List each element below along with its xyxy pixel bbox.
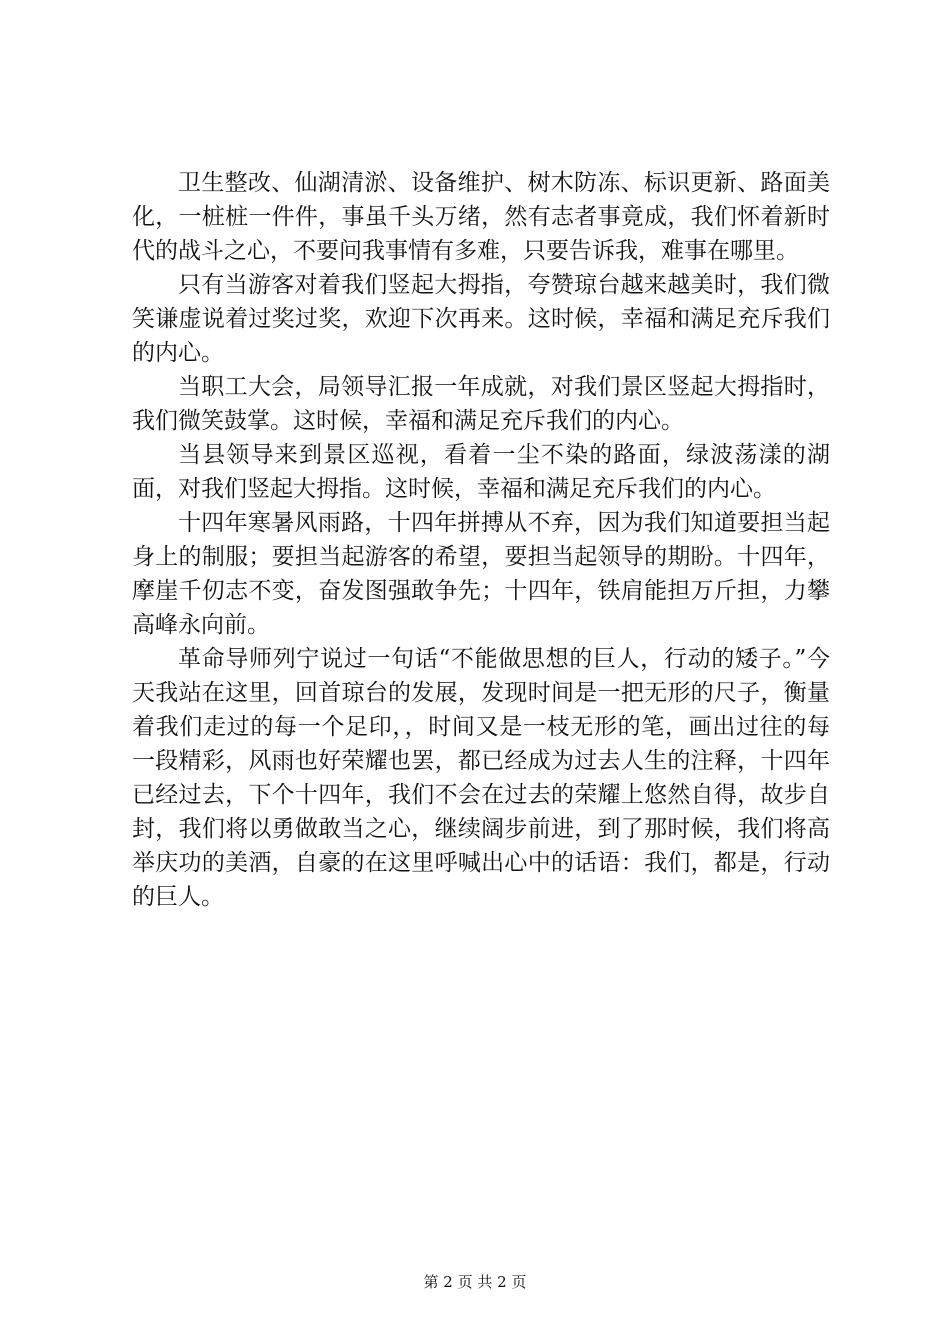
paragraph-3: 当职工大会，局领导汇报一年成就，对我们景区竖起大拇指时，我们微笑鼓掌。这时候，幸福和满足充斥我们的内心。 [132, 374, 830, 434]
paragraph-2: 只有当游客对着我们竖起大拇指，夸赞琼台越来越美时，我们微笑谦虚说着过奖过奖，欢迎下次再来。这时候，幸福和满足充斥我们的内心。 [132, 272, 830, 366]
paragraph-4: 当县领导来到景区巡视，看着一尘不染的路面，绿波荡漾的湖面，对我们竖起大拇指。这时候，幸福和满足充斥我们的内心。 [132, 442, 830, 502]
page-number-label: 第 2 页 共 2 页 [423, 1273, 527, 1291]
paragraph-5: 十四年寒暑风雨路，十四年拼搏从不弃，因为我们知道要担当起身上的制服；要担当起游客的希望，要担当起领导的期盼。十四年，摩崖千仞志不变，奋发图强敢争先；十四年，铁肩能担万斤担，力攀高峰永向前。 [132, 510, 830, 638]
page-footer [0, 1272, 950, 1292]
document-body [132, 166, 830, 914]
paragraph-1: 卫生整改、仙湖清淤、设备维护、树木防冻、标识更新、路面美化，一桩桩一件件，事虽千头万绪，然有志者事竟成，我们怀着新时代的战斗之心，不要问我事情有多难，只要告诉我，难事在哪里。 [132, 170, 830, 264]
paragraph-6: 革命导师列宁说过一句话“不能做思想的巨人，行动的矮子。”今天我站在这里，回首琼台的发展，发现时间是一把无形的尺子，衡量着我们走过的每一个足印，，时间又是一枝无形的笔，画出过往的每一段精彩，风雨也好荣耀也罢，都已经成为过去人生的注释，十四年已经过去，下个十四年，我们不会在过去的荣耀上悠然自得，故步自封，我们将以勇做敢当之心，继续阔步前进，到了那时候，我们将高举庆功的美酒，自豪的在这里呼喊出心中的话语：我们，都是，行动的巨人。 [132, 646, 830, 910]
